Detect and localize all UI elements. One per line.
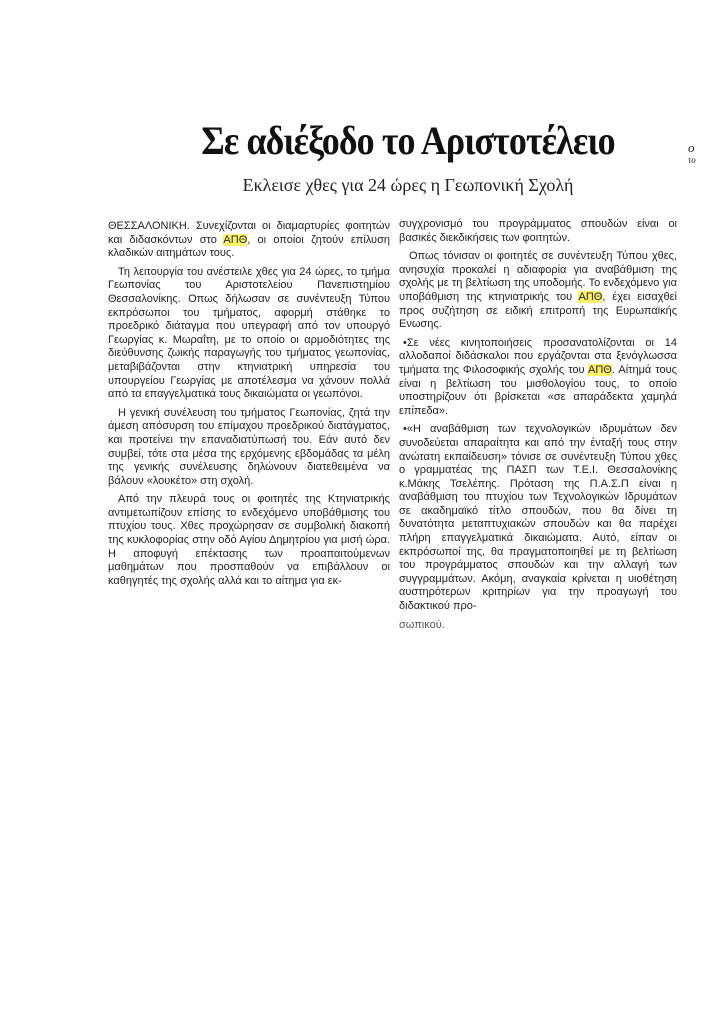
paragraph: [399, 250, 677, 332]
text-run: , οι οποίοι ζητούν επίλυση κλαδικών αιτημάτων τους.: [108, 233, 390, 260]
highlighted-term: ΑΠΘ: [578, 290, 603, 303]
column-left: [108, 220, 390, 593]
bullet-paragraph: • «Η αναβάθμιση των τεχνολογικών ιδρυμάτων δεν συνοδεύεται απαραίτητα και από την ένταξή τους στην ανώτατη εκπαίδευση» τόνισε σε συνέντευξη Τύπου χθες ο γραμματέας της ΠΑΣΠ των Τ.Ε.Ι. Θεσσαλονίκης κ.Μάκης Τσελέπης. Πρόταση της Π.Α.Σ.Π είναι η αναβάθμιση του πτυχίου των Τεχνολογικών Ιδρυμάτων σε ακαδημαϊκό τίτλο σπουδών, που θα δίνει τη δυνατότητα μεταπτυχιακών σπουδών και θα παρέχει πλήρη επαγγελματικά δικαιώματα. Αυτό, είπαν οι εκπρόσωποί της, θα πραγματοποιηθεί με τη βελτίωση του προγράμματος σπουδών και την αλλαγή των συγγραμμάτων. Ακόμη, αναγκαία κρίνεται η υιοθέτηση αυστηρότερων κριτηρίων για την προαγωγή του διδακτικού προ-: [399, 423, 677, 613]
paragraph: Τη λειτουργία του ανέστειλε χθες για 24 ώρες, το τμήμα Γεωπονίας του Αριστοτελείου Πανεπιστημίου Θεσσαλονίκης. Οπως δήλωσαν σε συνέντευξη Τύπου εκπρόσωποι του τμήματος, αφορμή στάθηκε το προεδρικό διάταγμα που υπεγραφή από τον υπουργό Γεωργίας κ. Μωραΐτη, με το οποίο οι αρμοδιότητες της διεύθυνσης ζωικής παραγωγής του τμήματος γεωπονίας, μεταβιβάζονται στην κτηνιατρική υπηρεσία του υπουργείου Γεωργίας με αποτέλεσμα να χάνουν πολλά από τα επαγγελματικά τους δικαιώματα οι γεωπόνοι.: [108, 265, 390, 401]
text-run: Οπως τόνισαν οι φοιτητές σε συνέντευξη Τύπου χθες, ανησυχία προκαλεί η αδιαφορία για αναβάθμιση της σχολής με τη βελτίωση της υποδομής. Το ενδεχόμενο για υποβάθμιση της κτηνιατρικής του: [399, 250, 677, 303]
edge-fragment-small: το: [688, 155, 696, 165]
text-run: . Αίτημά τους είναι η βελτίωση του μισθολογίου τους, το οποίο υποστηρίζουν ότι βρίσκεται «σε απαράδεκτα χαμηλά επίπεδα».: [399, 363, 677, 417]
cut-off-edge-text: [688, 142, 708, 166]
highlighted-term: ΑΠΘ: [223, 233, 248, 246]
text-run: , έχει εισαχθεί προς συζήτηση σε ειδική επιτροπή της Ευρωπαϊκής Ενωσης.: [399, 290, 677, 331]
bullet-paragraph: [399, 337, 677, 419]
text-run: ΘΕΣΣΑΛΟΝΙΚΗ. Συνεχίζονται οι διαμαρτυρίες φοιτητών και διδασκόντων στο: [108, 220, 390, 246]
newspaper-clipping: [108, 100, 698, 690]
paragraph: Από την πλευρά τους οι φοιτητές της Κτηνιατρικής αντιμετωπίζουν επίσης το ενδεχόμενο υποβάθμισης του πτυχίου τους. Χθες προχώρησαν σε συμβολική διακοπή της κυκλοφορίας στην οδό Αγίου Δημητρίου για μισή ώρα. Η αποφυγή επέκτασης των προαπαιτούμενων μαθημάτων που προσπαθούν να επιβάλλουν οι καθηγητές της σχολής αλλά και το αίτημα για εκ-: [108, 493, 390, 587]
subheadline: Εκλεισε χθες για 24 ώρες η Γεωπονική Σχολή: [242, 175, 574, 195]
headline: Σε αδιέξοδο το Αριστοτέλειο: [201, 118, 615, 163]
column-right: [399, 218, 677, 634]
paragraph: συγχρονισμό του προγράμματος σπουδών είναι οι βασικές διεκδικήσεις των φοιτητών.: [399, 218, 677, 244]
paragraph: [108, 220, 390, 261]
edge-fragment: ο: [688, 140, 695, 155]
text-run: Σε νέες κινητοποιήσεις προσανατολίζονται οι 14 αλλοδαποί διδάσκαλοι που εργάζονται στα ξενόγλωσσα τμήματα της Φιλοσοφικής σχολής του: [399, 336, 677, 376]
cut-off-line: σωπικού.: [399, 618, 445, 629]
highlighted-term: ΑΠΘ: [588, 363, 612, 376]
paragraph: Η γενική συνέλευση του τμήματος Γεωπονίας, ζητά την άμεση απόσυρση του επίμαχου προεδρικού διατάγματος, και προτείνει την επαναδιατύπωσή του. Εάν αυτό δεν συμβεί, τότε στα μέσα της ερχόμενης εβδομάδας τα μέλη της γενικής συνέλευσης δηλώνουν διατεθειμένα να βάλουν «λουκέτο» στη σχολή.: [108, 406, 390, 487]
